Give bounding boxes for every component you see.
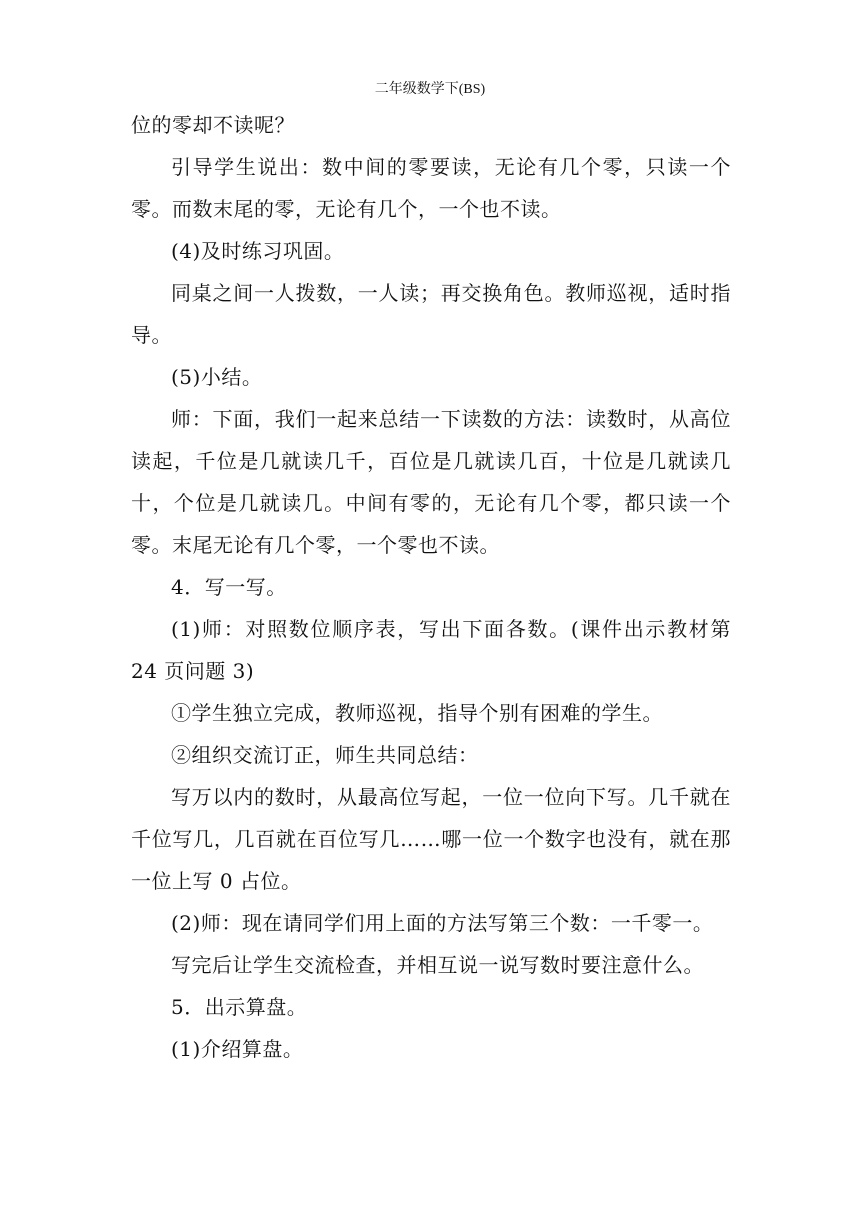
paragraph: 5．出示算盘。 <box>171 995 308 1019</box>
paragraph: 写万以内的数时，从最高位写起，一位一位向下写。几千就在千位写几，几百就在百位写几……哪一位一个数字也没有，就在那一位上写 0 占位。 <box>131 785 731 893</box>
paragraph: (1)介绍算盘。 <box>171 1037 304 1061</box>
paragraph: 写完后让学生交流检查，并相互说一说写数时要注意什么。 <box>171 953 704 977</box>
document-body <box>131 104 731 1070</box>
paragraph: 引导学生说出：数中间的零要读，无论有几个零，只读一个零。而数末尾的零，无论有几个，一个也不读。 <box>131 155 731 221</box>
paragraph: 同桌之间一人拨数，一人读；再交换角色。教师巡视，适时指导。 <box>131 281 731 347</box>
paragraph: (4)及时练习巩固。 <box>171 239 345 263</box>
page-header: 二年级数学下(BS) <box>374 82 486 97</box>
paragraph: 4．写一写。 <box>171 575 287 599</box>
paragraph: (5)小结。 <box>171 365 263 389</box>
paragraph: 师：下面，我们一起来总结一下读数的方法：读数时，从高位读起，千位是几就读几千，百位是几就读几百，十位是几就读几十，个位是几就读几。中间有零的，无论有几个零，都只读一个零。末尾无论有几个零，一个零也不读。 <box>131 407 731 557</box>
paragraph: (1)师：对照数位顺序表，写出下面各数。(课件出示教材第 24 页问题 3) <box>131 617 731 683</box>
paragraph: ①学生独立完成，教师巡视，指导个别有困难的学生。 <box>171 701 663 725</box>
paragraph: 位的零却不读呢？ <box>131 113 295 137</box>
paragraph: (2)师：现在请同学们用上面的方法写第三个数：一千零一。 <box>171 911 714 935</box>
paragraph: ②组织交流订正，师生共同总结： <box>171 743 479 767</box>
